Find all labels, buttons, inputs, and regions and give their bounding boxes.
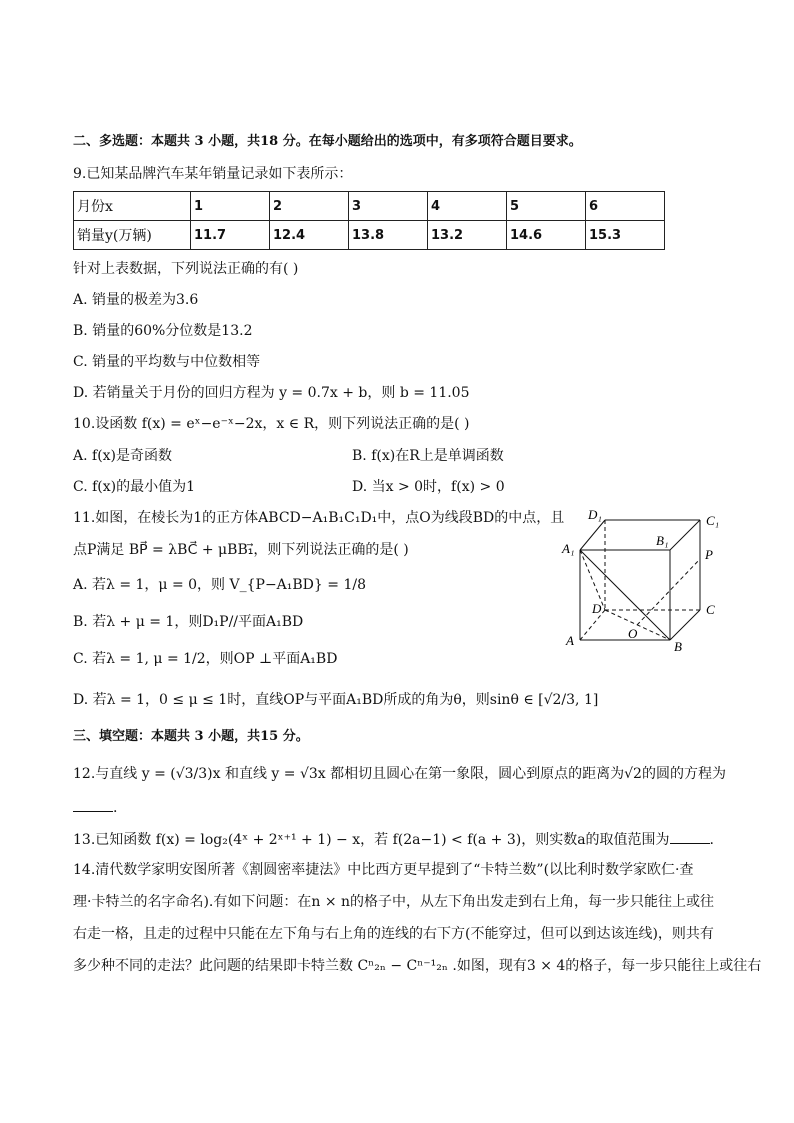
- q10-stem: 10.设函数 f(x) = eˣ−e⁻ˣ−2x，x ∈ R，则下列说法正确的是( ): [73, 416, 470, 432]
- label-b1: B₁: [656, 533, 669, 548]
- table-row: [74, 192, 665, 221]
- q11-option-c: C. 若λ = 1, μ = 1/2，则OP ⊥平面A₁BD: [73, 651, 338, 667]
- sales-cell: 13.2: [428, 221, 507, 250]
- q10-option-a: A. f(x)是奇函数: [73, 448, 173, 464]
- q12-stem: 12.与直线 y = (√3/3)x 和直线 y = √3x 都相切且圆心在第一象限，圆心到原点的距离为√2的圆的方程为: [73, 766, 726, 782]
- sales-header-cell: 销量y(万辆): [74, 221, 191, 250]
- q9-prompt: 针对上表数据，下列说法正确的有( ): [73, 261, 299, 277]
- label-p: P: [705, 547, 713, 562]
- q13-line: [73, 829, 714, 850]
- month-cell: 5: [507, 192, 586, 221]
- q13-stem: 13.已知函数 f(x) = log₂(4ˣ + 2ˣ⁺¹ + 1) − x，若 f(2a−1) < f(a + 3)，则实数a的取值范围为: [73, 832, 670, 848]
- month-cell: 2: [270, 192, 349, 221]
- q9-option-b: B. 销量的60%分位数是13.2: [73, 323, 253, 339]
- q14-line-1: 14.清代数学家明安图所著《割圆密率捷法》中比西方更早提到了“卡特兰数”(以比利时数学家欧仁·查: [73, 862, 694, 878]
- sales-table: [73, 191, 665, 250]
- q10-option-d: D. 当x > 0时，f(x) > 0: [352, 479, 505, 495]
- q11-option-a: A. 若λ = 1，μ = 0，则 V_{P−A₁BD} = 1/8: [73, 577, 366, 593]
- q11-option-d: D. 若λ = 1，0 ≤ μ ≤ 1时，直线OP与平面A₁BD所成的角为θ，则sinθ ∈ [√2/3, 1]: [73, 692, 599, 708]
- answer-blank[interactable]: [73, 797, 113, 812]
- q11-stem-line2: 点P满足 BP⃗ = λBC⃗ + μBB₁⃗，则下列说法正确的是( ): [73, 542, 409, 558]
- q13-end: .: [709, 832, 714, 848]
- month-cell: 6: [586, 192, 665, 221]
- answer-blank[interactable]: [670, 829, 710, 844]
- table-row: [74, 221, 665, 250]
- month-header-cell: 月份x: [74, 192, 191, 221]
- sales-cell: 14.6: [507, 221, 586, 250]
- q10-option-c: C. f(x)的最小值为1: [73, 479, 196, 495]
- q12-end: .: [113, 800, 118, 816]
- label-o: O: [628, 626, 638, 641]
- sales-cell: 13.8: [349, 221, 428, 250]
- q9-option-a: A. 销量的极差为3.6: [73, 292, 199, 308]
- q10-option-b: B. f(x)在R上是单调函数: [352, 448, 504, 464]
- q14-line-3: 右走一格，且走的过程中只能在左下角与右上角的连线的右下方(不能穿过，但可以到达该连线)，则共有: [73, 926, 714, 942]
- label-c1: C₁: [706, 513, 720, 528]
- q11-option-b: B. 若λ + μ = 1，则D₁P//平面A₁BD: [73, 614, 304, 630]
- cube-figure: [560, 505, 730, 655]
- q9-option-c: C. 销量的平均数与中位数相等: [73, 354, 261, 370]
- q14-line-2: 理·卡特兰的名字命名).有如下问题：在n × n的格子中，从左下角出发走到右上角，每一步只能往上或往: [73, 894, 715, 910]
- label-d1: D₁: [588, 507, 602, 522]
- sales-cell: 11.7: [191, 221, 270, 250]
- month-cell: 4: [428, 192, 507, 221]
- month-cell: 1: [191, 192, 270, 221]
- q12-answer-line: [73, 797, 117, 818]
- section-2-header: 二、多选题：本题共 3 小题，共18 分。在每小题给出的选项中，有多项符合题目要求。: [73, 134, 582, 149]
- sales-cell: 15.3: [586, 221, 665, 250]
- label-a: A: [566, 633, 574, 648]
- label-d: D: [592, 601, 602, 616]
- sales-cell: 12.4: [270, 221, 349, 250]
- q14-line-4: 多少种不同的走法？此问题的结果即卡特兰数 Cⁿ₂ₙ − Cⁿ⁻¹₂ₙ .如图，现有3 × 4的格子，每一步只能往上或往右: [73, 958, 762, 974]
- label-b: B: [674, 639, 682, 654]
- month-cell: 3: [349, 192, 428, 221]
- section-3-header: 三、填空题：本题共 3 小题，共15 分。: [73, 729, 309, 744]
- label-c: C: [706, 602, 715, 617]
- q9-stem: 9.已知某品牌汽车某年销量记录如下表所示：: [73, 166, 353, 182]
- q9-option-d: D. 若销量关于月份的回归方程为 y = 0.7x + b，则 b = 11.05: [73, 385, 470, 401]
- q11-stem-line1: 11.如图，在棱长为1的正方体ABCD−A₁B₁C₁D₁中，点O为线段BD的中点，且: [73, 510, 565, 526]
- label-a1: A₁: [562, 541, 575, 556]
